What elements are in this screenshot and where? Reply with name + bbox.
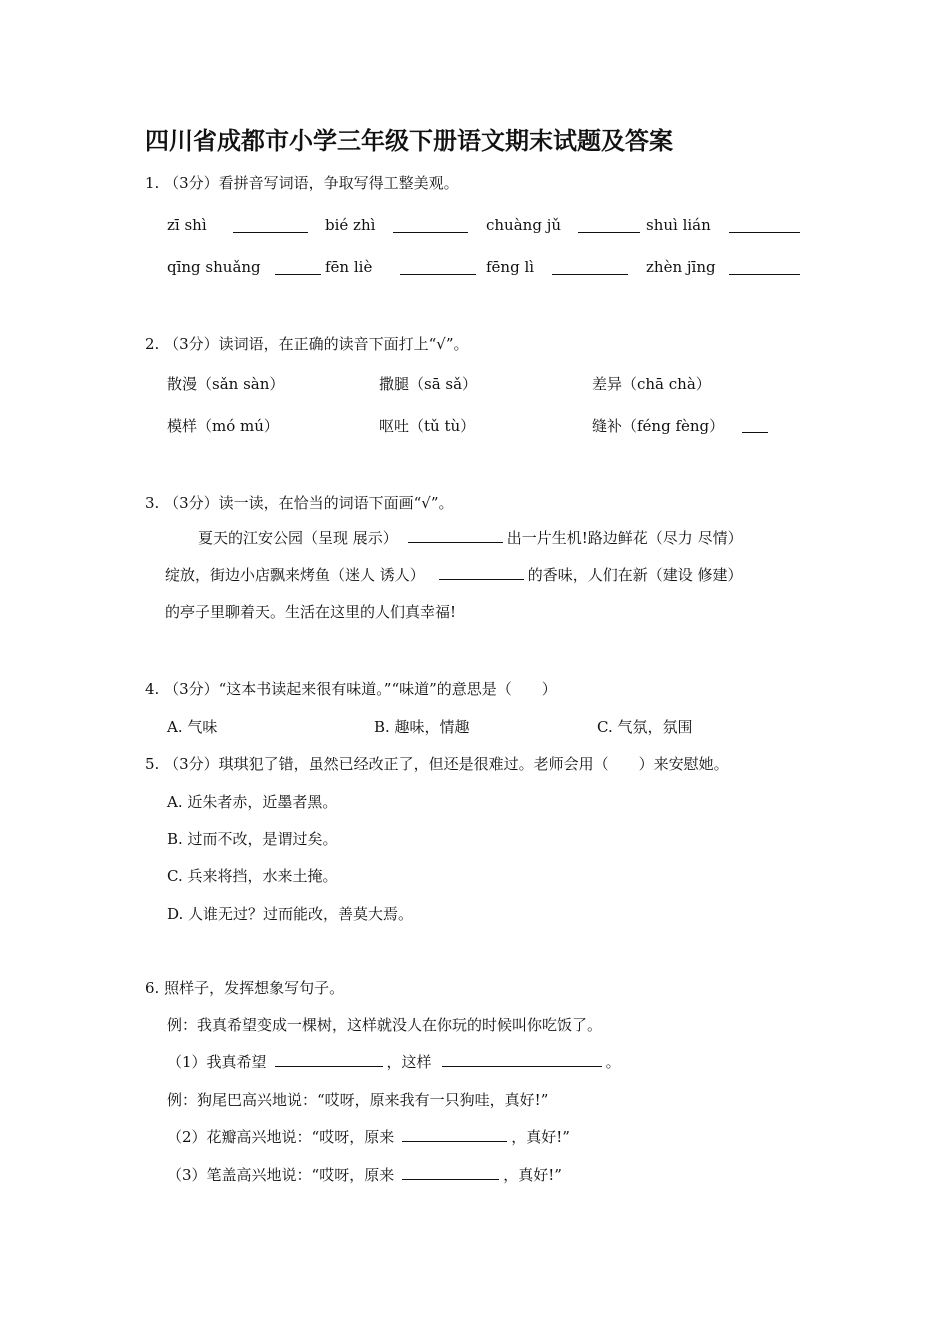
q5-option[interactable]: B. 过而不改，是谓过矣。 bbox=[167, 830, 338, 848]
q1-pinyin: fēn liè bbox=[325, 258, 373, 276]
q2-answer-blank[interactable] bbox=[742, 432, 768, 433]
q2-word-item: 撒腿（sā sǎ） bbox=[379, 375, 478, 393]
q1-stem: 1. （3分）看拼音写词语，争取写得工整美观。 bbox=[145, 174, 459, 192]
q5-stem: 5. （3分）琪琪犯了错，虽然已经改正了，但还是很难过。老师会用（ ）来安慰她。 bbox=[145, 755, 729, 773]
q3-answer-blank[interactable] bbox=[408, 528, 503, 543]
q6-answer-blank[interactable] bbox=[402, 1127, 507, 1142]
q1-answer-blank[interactable] bbox=[400, 274, 476, 275]
q6-text: （3）笔盖高兴地说：“哎呀，原来 bbox=[167, 1166, 395, 1184]
q1-pinyin: shuì lián bbox=[646, 216, 711, 234]
q3-stem: 3. （3分）读一读，在恰当的词语下面画“√”。 bbox=[145, 494, 454, 512]
q1-answer-blank[interactable] bbox=[729, 274, 800, 275]
q5-option[interactable]: A. 近朱者赤，近墨者黑。 bbox=[167, 793, 338, 811]
q4-stem: 4. （3分）“这本书读起来很有味道。”“味道”的意思是（ ） bbox=[145, 680, 557, 698]
q6-text: ，真好!” bbox=[511, 1128, 570, 1146]
q2-word-item: 缝补（féng fèng） bbox=[592, 417, 725, 435]
q2-word-item: 呕吐（tǔ tù） bbox=[379, 417, 476, 435]
q6-stem: 6. 照样子，发挥想象写句子。 bbox=[145, 979, 345, 997]
q1-pinyin: bié zhì bbox=[325, 216, 376, 234]
q1-pinyin: chuàng jǔ bbox=[486, 216, 562, 234]
q3-answer-blank[interactable] bbox=[439, 565, 524, 580]
q6-text: ，这样 bbox=[386, 1053, 432, 1071]
q6-text: 。 bbox=[605, 1053, 621, 1071]
q6-answer-blank[interactable] bbox=[442, 1052, 602, 1067]
q3-text: 夏天的江安公园（呈现 展示） bbox=[198, 529, 398, 547]
q4-option[interactable]: B. 趣味，情趣 bbox=[374, 718, 470, 736]
q1-answer-blank[interactable] bbox=[578, 232, 640, 233]
q6-text: （2）花瓣高兴地说：“哎呀，原来 bbox=[167, 1128, 395, 1146]
q3-text: 绽放，街边小店飘来烤鱼（迷人 诱人） bbox=[165, 566, 425, 584]
q1-pinyin: qīng shuǎng bbox=[167, 258, 261, 276]
q2-word-item: 差异（chā chà） bbox=[592, 375, 711, 393]
q3-passage bbox=[165, 520, 805, 631]
q2-word-item: 模样（mó mú） bbox=[167, 417, 279, 435]
q1-pinyin: fēng lì bbox=[486, 258, 535, 276]
q6-answer-blank[interactable] bbox=[275, 1052, 383, 1067]
page-title: 四川省成都市小学三年级下册语文期末试题及答案 bbox=[145, 126, 673, 155]
q6-answer-blank[interactable] bbox=[402, 1165, 499, 1180]
q5-option[interactable]: C. 兵来将挡，水来土掩。 bbox=[167, 867, 338, 885]
q4-option[interactable]: A. 气味 bbox=[167, 718, 218, 736]
q1-answer-blank[interactable] bbox=[552, 274, 628, 275]
q6-text: ，真好!” bbox=[503, 1166, 562, 1184]
q1-answer-blank[interactable] bbox=[393, 232, 468, 233]
q4-option[interactable]: C. 气氛，氛围 bbox=[597, 718, 693, 736]
q1-answer-blank[interactable] bbox=[729, 232, 800, 233]
q6-text: （1）我真希望 bbox=[167, 1053, 267, 1071]
q6-sentence-2 bbox=[167, 1127, 570, 1147]
q5-option[interactable]: D. 人谁无过？过而能改，善莫大焉。 bbox=[167, 905, 414, 923]
q1-answer-blank[interactable] bbox=[233, 232, 308, 233]
q1-answer-blank[interactable] bbox=[275, 274, 321, 275]
q6-sentence-3 bbox=[167, 1165, 562, 1185]
q6-example: 例：我真希望变成一棵树，这样就没人在你玩的时候叫你吃饭了。 bbox=[167, 1016, 603, 1034]
q3-text: 的香味，人们在新（建设 修建） bbox=[527, 566, 743, 584]
q2-word-item: 散漫（sǎn sàn） bbox=[167, 375, 285, 393]
q6-example: 例：狗尾巴高兴地说：“哎呀，原来我有一只狗哇，真好!” bbox=[167, 1091, 549, 1109]
q1-pinyin: zī shì bbox=[167, 216, 207, 234]
q3-text: 出一片生机!路边鲜花（尽力 尽情） bbox=[506, 529, 743, 547]
q1-pinyin: zhèn jīng bbox=[646, 258, 716, 276]
q2-stem: 2. （3分）读词语，在正确的读音下面打上“√”。 bbox=[145, 335, 469, 353]
q6-sentence-1 bbox=[167, 1052, 621, 1072]
q3-text: 的亭子里聊着天。生活在这里的人们真幸福! bbox=[165, 603, 457, 621]
